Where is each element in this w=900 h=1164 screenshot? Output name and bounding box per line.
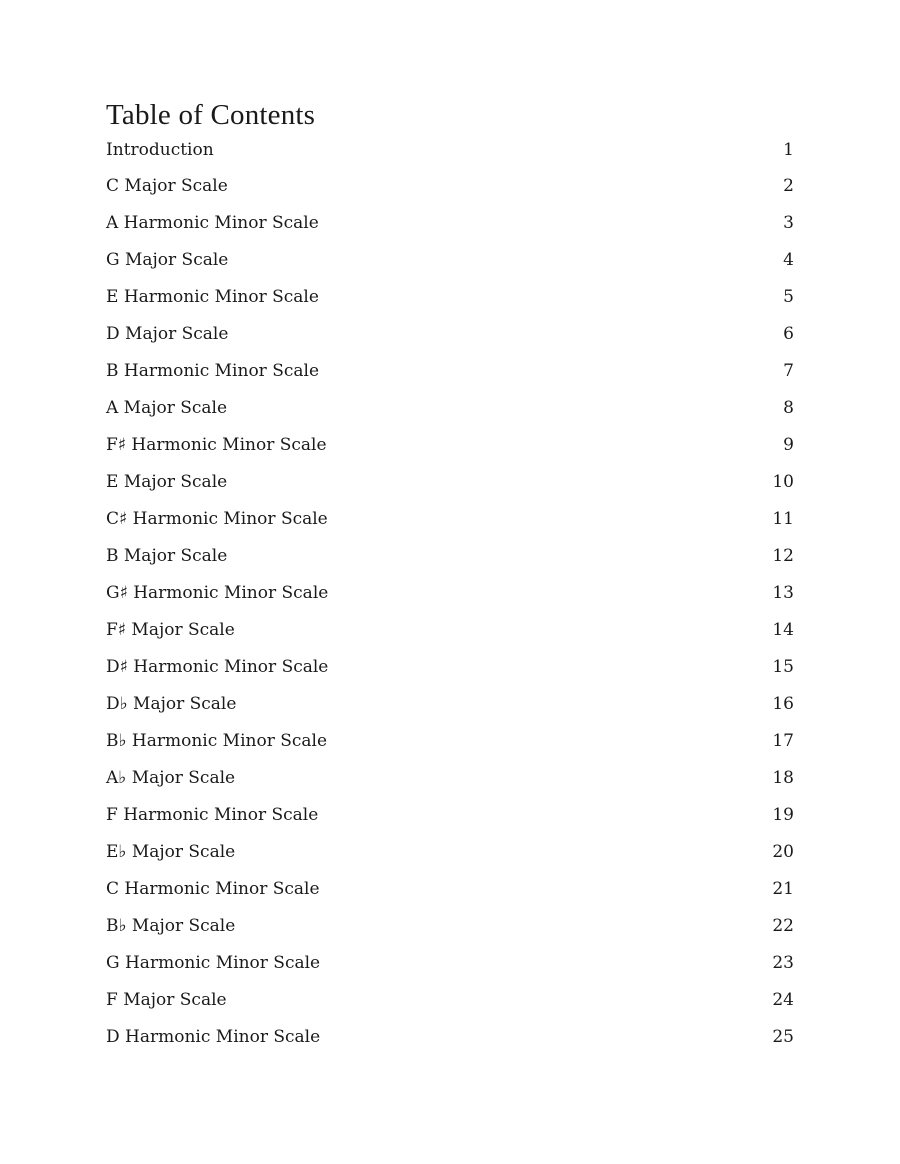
toc-entry-page-number: 24: [772, 990, 794, 1010]
toc-entry-title: A♭ Major Scale: [106, 768, 236, 788]
toc-entry[interactable]: [106, 170, 794, 207]
toc-entry-page-number: 8: [783, 398, 794, 418]
toc-entry[interactable]: [106, 1021, 794, 1058]
page-title: Table of Contents: [106, 99, 316, 131]
toc-entry-page-number: 2: [783, 176, 794, 196]
toc-entry[interactable]: [106, 318, 794, 355]
toc-entry[interactable]: [106, 910, 794, 947]
toc-entry[interactable]: [106, 873, 794, 910]
toc-entry-title: F Harmonic Minor Scale: [106, 805, 319, 825]
toc-entry-title: D♭ Major Scale: [106, 694, 237, 714]
toc-entry-page-number: 13: [772, 583, 794, 603]
toc-entry[interactable]: [106, 762, 794, 799]
toc-entry-title: C Harmonic Minor Scale: [106, 879, 320, 899]
toc-entry-title: G♯ Harmonic Minor Scale: [106, 583, 329, 603]
toc-entry-title: E♭ Major Scale: [106, 842, 236, 862]
toc-entry[interactable]: [106, 984, 794, 1021]
toc-entry[interactable]: [106, 577, 794, 614]
toc-entry-title: C♯ Harmonic Minor Scale: [106, 509, 328, 529]
toc-entry[interactable]: [106, 429, 794, 466]
toc-entry-page-number: 22: [772, 916, 794, 936]
toc-entry-page-number: 7: [783, 361, 794, 381]
toc-entry[interactable]: [106, 207, 794, 244]
toc-entry-page-number: 3: [783, 213, 794, 233]
toc-entry-page-number: 6: [783, 324, 794, 344]
toc-entry-page-number: 16: [772, 694, 794, 714]
toc-entry-page-number: 14: [772, 620, 794, 640]
toc-list: [106, 133, 794, 1058]
toc-entry-title: G Major Scale: [106, 250, 229, 270]
toc-entry-page-number: 21: [772, 879, 794, 899]
toc-entry[interactable]: [106, 244, 794, 281]
toc-entry-title: C Major Scale: [106, 176, 228, 196]
toc-entry[interactable]: [106, 614, 794, 651]
toc-entry-page-number: 9: [783, 435, 794, 455]
toc-entry[interactable]: [106, 836, 794, 873]
toc-entry-title: D Harmonic Minor Scale: [106, 1027, 321, 1047]
document-page: [106, 97, 794, 1058]
toc-entry-page-number: 4: [783, 250, 794, 270]
toc-entry[interactable]: [106, 355, 794, 392]
toc-entry[interactable]: [106, 651, 794, 688]
toc-entry-title: D♯ Harmonic Minor Scale: [106, 657, 329, 677]
toc-entry-title: G Harmonic Minor Scale: [106, 953, 321, 973]
toc-entry[interactable]: [106, 688, 794, 725]
toc-entry-title: F♯ Major Scale: [106, 620, 235, 640]
toc-entry-page-number: 12: [772, 546, 794, 566]
toc-entry[interactable]: [106, 392, 794, 429]
toc-entry[interactable]: [106, 540, 794, 577]
toc-entry-title: E Harmonic Minor Scale: [106, 287, 319, 307]
toc-entry-page-number: 20: [772, 842, 794, 862]
toc-entry[interactable]: [106, 503, 794, 540]
toc-entry-page-number: 10: [772, 472, 794, 492]
toc-entry-page-number: 1: [783, 140, 794, 160]
toc-entry-title: F♯ Harmonic Minor Scale: [106, 435, 327, 455]
toc-entry-title: D Major Scale: [106, 324, 229, 344]
toc-entry-title: Introduction: [106, 140, 214, 160]
toc-entry-title: B Major Scale: [106, 546, 228, 566]
toc-entry-title: A Harmonic Minor Scale: [106, 213, 319, 233]
toc-entry[interactable]: [106, 947, 794, 984]
toc-entry-title: A Major Scale: [106, 398, 228, 418]
toc-entry-page-number: 17: [772, 731, 794, 751]
toc-entry-page-number: 15: [772, 657, 794, 677]
toc-entry[interactable]: [106, 799, 794, 836]
toc-entry[interactable]: [106, 281, 794, 318]
toc-entry-title: B♭ Major Scale: [106, 916, 236, 936]
toc-entry[interactable]: [106, 466, 794, 503]
toc-entry-page-number: 5: [783, 287, 794, 307]
toc-entry-page-number: 18: [772, 768, 794, 788]
toc-entry-title: E Major Scale: [106, 472, 228, 492]
toc-entry[interactable]: [106, 133, 794, 170]
toc-entry[interactable]: [106, 725, 794, 762]
toc-entry-page-number: 25: [772, 1027, 794, 1047]
toc-entry-title: B Harmonic Minor Scale: [106, 361, 320, 381]
toc-entry-page-number: 11: [772, 509, 794, 529]
toc-entry-title: F Major Scale: [106, 990, 227, 1010]
toc-entry-page-number: 19: [772, 805, 794, 825]
toc-entry-page-number: 23: [772, 953, 794, 973]
toc-entry-title: B♭ Harmonic Minor Scale: [106, 731, 328, 751]
